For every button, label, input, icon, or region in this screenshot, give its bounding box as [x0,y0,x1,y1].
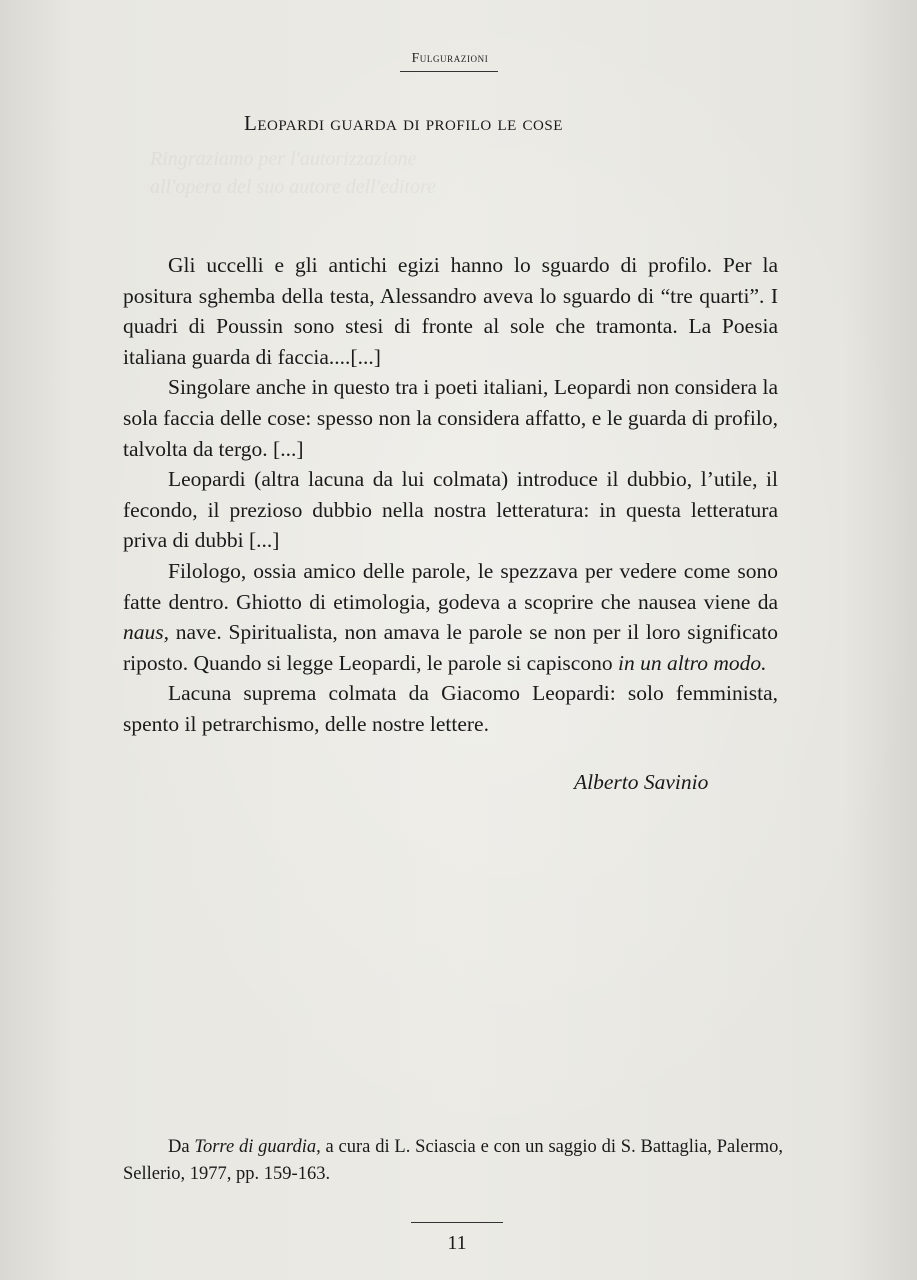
paragraph-5 [123,678,778,739]
body-text [123,250,778,740]
page-number-rule [411,1222,503,1223]
running-head: Fulgurazioni [411,50,489,65]
author-signature: Alberto Savinio [574,770,709,794]
show-through-text-2: all'opera del suo autore dell'editore [150,176,436,198]
show-through-text: Ringraziamo per l'autorizzazione [150,148,417,170]
running-head-rule [400,71,498,72]
chapter-title: Leopardi guarda di profilo le cose [244,111,563,135]
source-rest: a cura di L. Sciascia e con un saggio di S. Battaglia, Palermo, Sellerio, 1977, pp. 159-163. [123,1137,784,1184]
paragraph-1 [123,250,778,372]
source-book-title: Torre di guardia, [194,1137,321,1157]
paragraph-4-text-b: nave. Spiritualista, non amava le parole se non per il loro significato riposto. Quando si legge Leopardi, le parole si capiscono [123,620,778,675]
paragraph-1-text: Gli uccelli e gli antichi egizi hanno lo sguardo di profilo. Per la positura sghemba della testa, Alessandro aveva lo sguardo di “tre quarti”. I quadri di Poussin sono stesi di fronte al sole che tramonta. La Poesia italiana guarda di faccia....[...] [123,253,778,369]
paragraph-2 [123,372,778,464]
paragraph-4-italic-naus: naus, [123,620,169,645]
paragraph-2-text: Singolare anche in questo tra i poeti italiani, Leopardi non considera la sola faccia delle cose: spesso non la considera affatto, e le guarda di profilo, talvolta da tergo. [...] [123,375,778,461]
source-prefix: Da [168,1137,195,1157]
paragraph-4-italic-modo: in un altro modo. [617,650,767,675]
paragraph-4 [123,556,778,678]
paragraph-5-text: Lacuna suprema colmata da Giacomo Leopardi: solo femminista, spento il petrarchismo, delle nostre lettere. [123,681,778,736]
paragraph-4-text-a: Filologo, ossia amico delle parole, le spezzava per vedere come sono fatte dentro. Ghiotto di etimologia, godeva a scoprire che nausea viene da [123,558,778,614]
paragraph-3-text: Leopardi (altra lacuna da lui colmata) introduce il dubbio, l’utile, il fecondo, il prezioso dubbio nella nostra letteratura: in questa letteratura priva di dubbi [...] [123,467,778,553]
source-note [123,1134,783,1188]
paragraph-3 [123,464,778,556]
page-number: 11 [447,1232,467,1254]
